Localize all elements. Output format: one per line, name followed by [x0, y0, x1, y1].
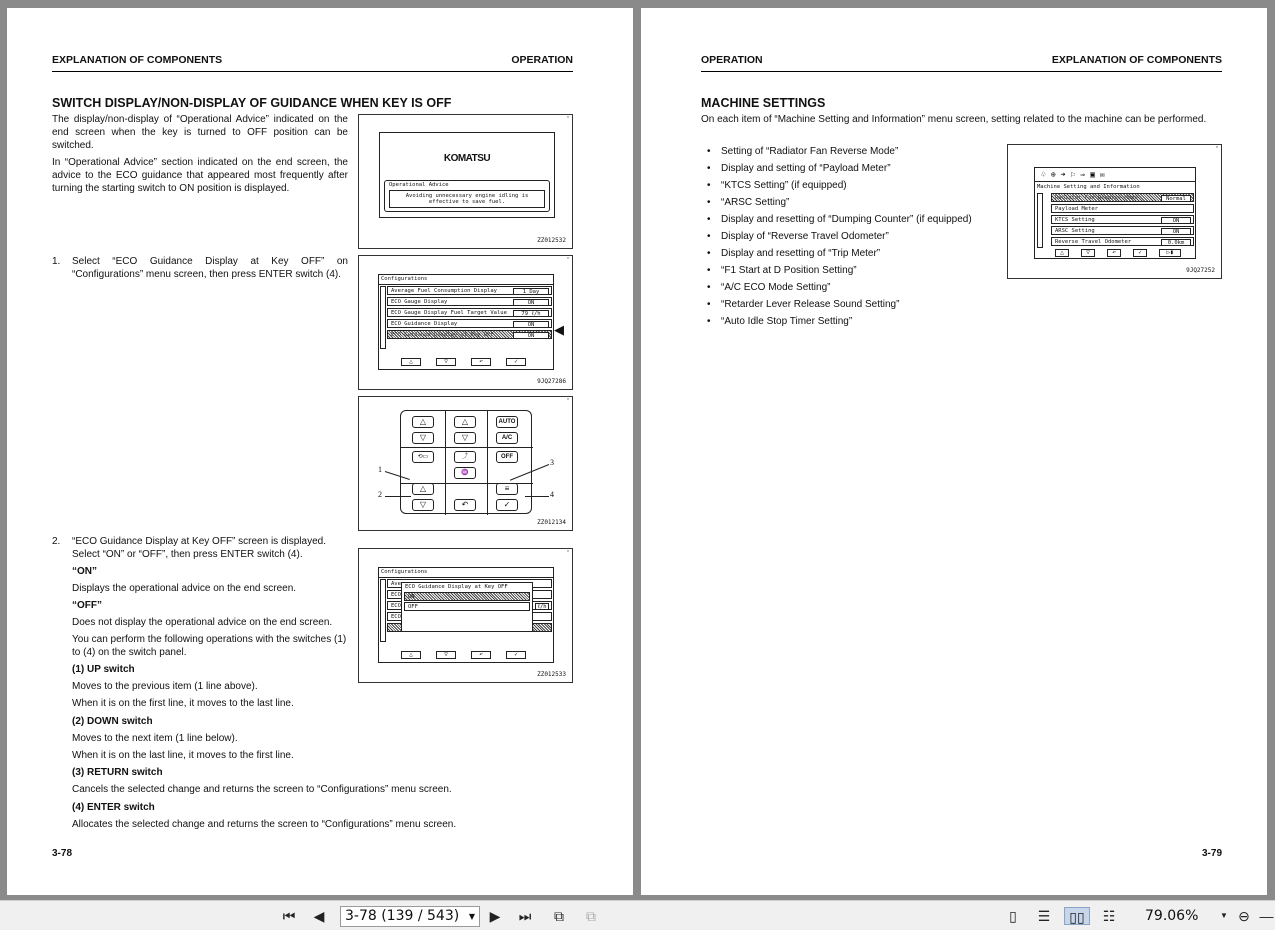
on-heading: “ON”: [72, 566, 97, 577]
up-switch-text-1: Moves to the previous item (1 line above).: [72, 681, 258, 692]
return-switch-key-icon: ↶: [454, 499, 476, 511]
down-switch-key: ▽: [412, 499, 434, 511]
figure-id: 9JQ27286: [537, 378, 566, 385]
running-header-left: OPERATION: [701, 54, 763, 66]
vent-key-icon: ⤴: [454, 451, 476, 463]
running-header-left: EXPLANATION OF COMPONENTS: [52, 54, 223, 66]
running-header-right: OPERATION: [511, 54, 573, 66]
zoom-slider-icon[interactable]: —: [1259, 908, 1274, 924]
list-item: • “Auto Idle Stop Timer Setting”: [721, 313, 972, 330]
end-screen: [379, 132, 555, 218]
machine-row: Payload Meter: [1051, 204, 1194, 213]
scrollbar: [380, 286, 386, 349]
on-text: Displays the operational advice on the end screen.: [72, 583, 297, 594]
enter-button-icon: ✓: [506, 651, 526, 659]
left-page: [7, 8, 633, 895]
enter-switch-heading: (4) ENTER switch: [72, 802, 155, 813]
facing-pages-view-icon[interactable]: ▯▯: [1064, 907, 1090, 925]
switch-panel: [400, 410, 532, 514]
down-switch-text-2: When it is on the last line, it moves to the first line.: [72, 750, 294, 761]
intro-paragraph: On each item of “Machine Setting and Information” menu screen, setting related to the machine can be performed.: [701, 114, 1207, 125]
config-row: ECO Gauge Display ON: [387, 297, 552, 306]
list-item: • “A/C ECO Mode Setting”: [721, 279, 972, 296]
settings-list: [721, 143, 972, 330]
komatsu-logo: KOMATSU: [443, 153, 491, 164]
figure-switch-panel: * △ ▽ △ ▽ AUTO A/C ⟲▭ ⤴ OFF ♒ △ ▽ ≡ ↶ ✓ 1 2 3 4 ZZ012134: [358, 396, 573, 531]
list-item: • “Retarder Lever Release Sound Setting”: [721, 296, 972, 313]
down-switch-text-1: Moves to the next item (1 line below).: [72, 733, 238, 744]
operations-text: You can perform the following operations with the switches (1) to (4) on the switch panel.: [72, 634, 347, 658]
callout-3: 3: [550, 458, 554, 467]
down-switch-heading: (2) DOWN switch: [72, 716, 153, 727]
config-row: ECO Guidance Display ON: [387, 319, 552, 328]
up-switch-text-2: When it is on the first line, it moves to the last line.: [72, 698, 294, 709]
option-off: OFF: [404, 602, 530, 611]
temp-up-key: △: [454, 416, 476, 428]
previous-page-icon[interactable]: ◀: [313, 908, 325, 924]
enter-switch-key: ✓: [496, 499, 518, 511]
configurations-screen: [378, 567, 554, 663]
intro-paragraph-2: In “Operational Advice” section indicated on the end screen, the advice to the ECO guidance that appeared most frequently after turning the starting switch to ON position is displayed.: [52, 157, 348, 194]
zoom-out-icon[interactable]: ⊖: [1238, 908, 1250, 924]
return-button-icon: ↶: [471, 358, 491, 366]
machine-row-selected: Radiator Fan Reverse Mode Normal: [1051, 193, 1194, 202]
first-page-icon[interactable]: ⏮: [282, 908, 296, 924]
step-1-text: Select “ECO Guidance Display at Key OFF” on “Configurations” menu screen, then press ENTER switch (4).: [72, 256, 348, 280]
advice-title: Operational Advice: [389, 182, 449, 188]
enter-button-icon: ✓: [506, 358, 526, 366]
off-text: Does not display the operational advice on the end screen.: [72, 617, 333, 628]
screen-title-bar: [379, 275, 553, 285]
page-selector-value: 3-78 (139 / 543): [345, 908, 460, 924]
ac-key: A/C: [496, 432, 518, 444]
down-button-icon: ▽: [436, 651, 456, 659]
config-row: ECO: [387, 590, 552, 599]
enter-switch-text: Allocates the selected change and returns the screen to “Configurations” menu screen.: [72, 819, 457, 830]
off-heading: “OFF”: [72, 600, 102, 611]
down-button-icon: ▽: [436, 358, 456, 366]
up-button-icon: △: [401, 358, 421, 366]
screen-title: Machine Setting and Information: [1037, 184, 1140, 190]
figure-machine-settings: * ♧⊕➜⚐⇒▣✉ Machine Setting and Information Radiator Fan Reverse Mode Normal Payload Meter KTCS Setting ON ARSC Setting ON Reverse Travel Odometer 0.0km △ ▽ ↶ ✓ ▷▮ 9JQ27252: [1007, 144, 1222, 279]
up-switch-heading: (1) UP switch: [72, 664, 135, 675]
auto-key: AUTO: [496, 416, 518, 428]
list-item: • “F1 Start at D Position Setting”: [721, 262, 972, 279]
list-item: • Display and resetting of “Trip Meter”: [721, 245, 972, 262]
down-button-icon: ▽: [1081, 249, 1095, 257]
machine-row: KTCS Setting ON: [1051, 215, 1194, 224]
callout-1: 1: [378, 465, 382, 474]
machine-settings-screen: [1034, 167, 1196, 259]
off-key: OFF: [496, 451, 518, 463]
list-item: • “KTCS Setting” (if equipped): [721, 177, 972, 194]
popup: [401, 582, 533, 632]
screen-title-bar: [379, 568, 553, 578]
advice-text: Avoiding unnecessary engine idling is effective to save fuel.: [389, 190, 545, 208]
return-switch-text: Cancels the selected change and returns the screen to “Configurations” menu screen.: [72, 784, 452, 795]
viewer-toolbar: [0, 900, 1275, 930]
continuous-view-icon[interactable]: ☰: [1037, 908, 1051, 924]
list-item: • Display and setting of “Payload Meter”: [721, 160, 972, 177]
page-selector[interactable]: [340, 906, 480, 927]
up-button-icon: △: [1055, 249, 1069, 257]
last-page-icon[interactable]: ⏭: [518, 908, 532, 924]
step-1-number: 1.: [52, 256, 61, 267]
config-row: ECO Gauge Display Fuel Target Value 79 ℓ/h: [387, 308, 552, 317]
list-item: • Setting of “Radiator Fan Reverse Mode”: [721, 143, 972, 160]
step-2-number: 2.: [52, 536, 61, 547]
config-row: ECO ℓ/h: [387, 601, 552, 610]
header-rule: [52, 71, 573, 72]
popup-title: ECO Guidance Display at Key OFF: [405, 584, 508, 590]
config-row: Average Fuel Consumption Display 1 Day: [387, 286, 552, 295]
figure-configurations-menu: * Configurations Average Fuel Consumption Display 1 Day ECO Gauge Display ON ECO Gauge Display Fuel Target Value 79 ℓ/h ECO Guidance Display ON ECO Guidance Display at Key OFF ON △ ▽ ↶ ✓ ◀ 9JQ27286: [358, 255, 573, 390]
scrollbar: [1037, 193, 1043, 248]
intro-paragraph-1: The display/non-display of “Operational Advice” indicated on the end screen when the key is turned to OFF position can be switched.: [52, 114, 348, 151]
running-header-right: EXPLANATION OF COMPONENTS: [1051, 54, 1222, 66]
continuous-facing-view-icon[interactable]: ☷: [1102, 908, 1116, 924]
callout-2: 2: [378, 490, 382, 499]
list-item: • Display of “Reverse Travel Odometer”: [721, 228, 972, 245]
fan-down-key: ▽: [412, 432, 434, 444]
config-row: ECO: [387, 612, 552, 621]
pointer-arrow-icon: ◀: [554, 322, 564, 337]
section-title: SWITCH DISPLAY/NON-DISPLAY OF GUIDANCE WHEN KEY IS OFF: [52, 96, 452, 110]
zoom-dropdown-icon[interactable]: ▼: [1220, 911, 1228, 920]
section-title: MACHINE SETTINGS: [701, 96, 826, 110]
up-switch-key: △: [412, 483, 434, 495]
forward-view-icon[interactable]: ⧉: [586, 908, 596, 924]
scrollbar: [380, 579, 386, 642]
defroster-key-icon: ♒: [454, 467, 476, 479]
figure-key-off-popup: * Configurations Ave ECO ECO ℓ/h ECO ECO Guidance Display at Key OFF ON OFF △ ▽ ↶ ✓ ZZ012533: [358, 548, 573, 683]
next-page-button-icon: ▷▮: [1159, 249, 1181, 257]
step-2-text: “ECO Guidance Display at Key OFF” screen is displayed. Select “ON” or “OFF”, then press ENTER switch (4).: [72, 536, 326, 560]
menu-key: ≡: [496, 483, 518, 495]
machine-row: ARSC Setting ON: [1051, 226, 1194, 235]
config-row-selected: ECO Guidance Display at Key OFF ON: [387, 330, 552, 339]
header-rule: [701, 71, 1222, 72]
figure-id: ZZ012532: [537, 237, 566, 244]
chevron-down-icon: ▼: [468, 912, 475, 921]
configurations-screen: [378, 274, 554, 370]
advice-box: [384, 180, 550, 212]
option-on: ON: [404, 592, 530, 601]
callout-4: 4: [550, 490, 554, 499]
figure-id: ZZ012134: [537, 519, 566, 526]
recirculation-key-icon: ⟲▭: [412, 451, 434, 463]
page-number: 3-79: [1201, 848, 1222, 859]
figure-id: 9JQ27252: [1186, 267, 1215, 274]
menu-tab-icons: ♧⊕➜⚐⇒▣✉: [1035, 168, 1195, 182]
single-page-view-icon[interactable]: ▯: [1009, 908, 1017, 924]
config-row: Ave: [387, 579, 552, 588]
figure-id: ZZ012533: [537, 671, 566, 678]
back-view-icon[interactable]: ⧉: [554, 908, 564, 924]
zoom-level[interactable]: 79.06%: [1145, 908, 1199, 924]
return-button-icon: ↶: [1107, 249, 1121, 257]
list-item: • “ARSC Setting”: [721, 194, 972, 211]
return-switch-heading: (3) RETURN switch: [72, 767, 163, 778]
up-button-icon: △: [401, 651, 421, 659]
screen-title: Configurations: [381, 569, 428, 575]
fan-up-key: △: [412, 416, 434, 428]
next-page-icon[interactable]: ▶: [489, 908, 501, 924]
list-item: • Display and resetting of “Dumping Counter” (if equipped): [721, 211, 972, 228]
figure-end-screen: * KOMATSU Operational Advice Avoiding unnecessary engine idling is effective to save fuel. ZZ012532: [358, 114, 573, 249]
page-number: 3-78: [52, 848, 73, 859]
right-page: [641, 8, 1267, 895]
return-button-icon: ↶: [471, 651, 491, 659]
machine-row: Reverse Travel Odometer 0.0km: [1051, 237, 1194, 246]
enter-button-icon: ✓: [1133, 249, 1147, 257]
screen-title: Configurations: [381, 276, 428, 282]
temp-down-key: ▽: [454, 432, 476, 444]
